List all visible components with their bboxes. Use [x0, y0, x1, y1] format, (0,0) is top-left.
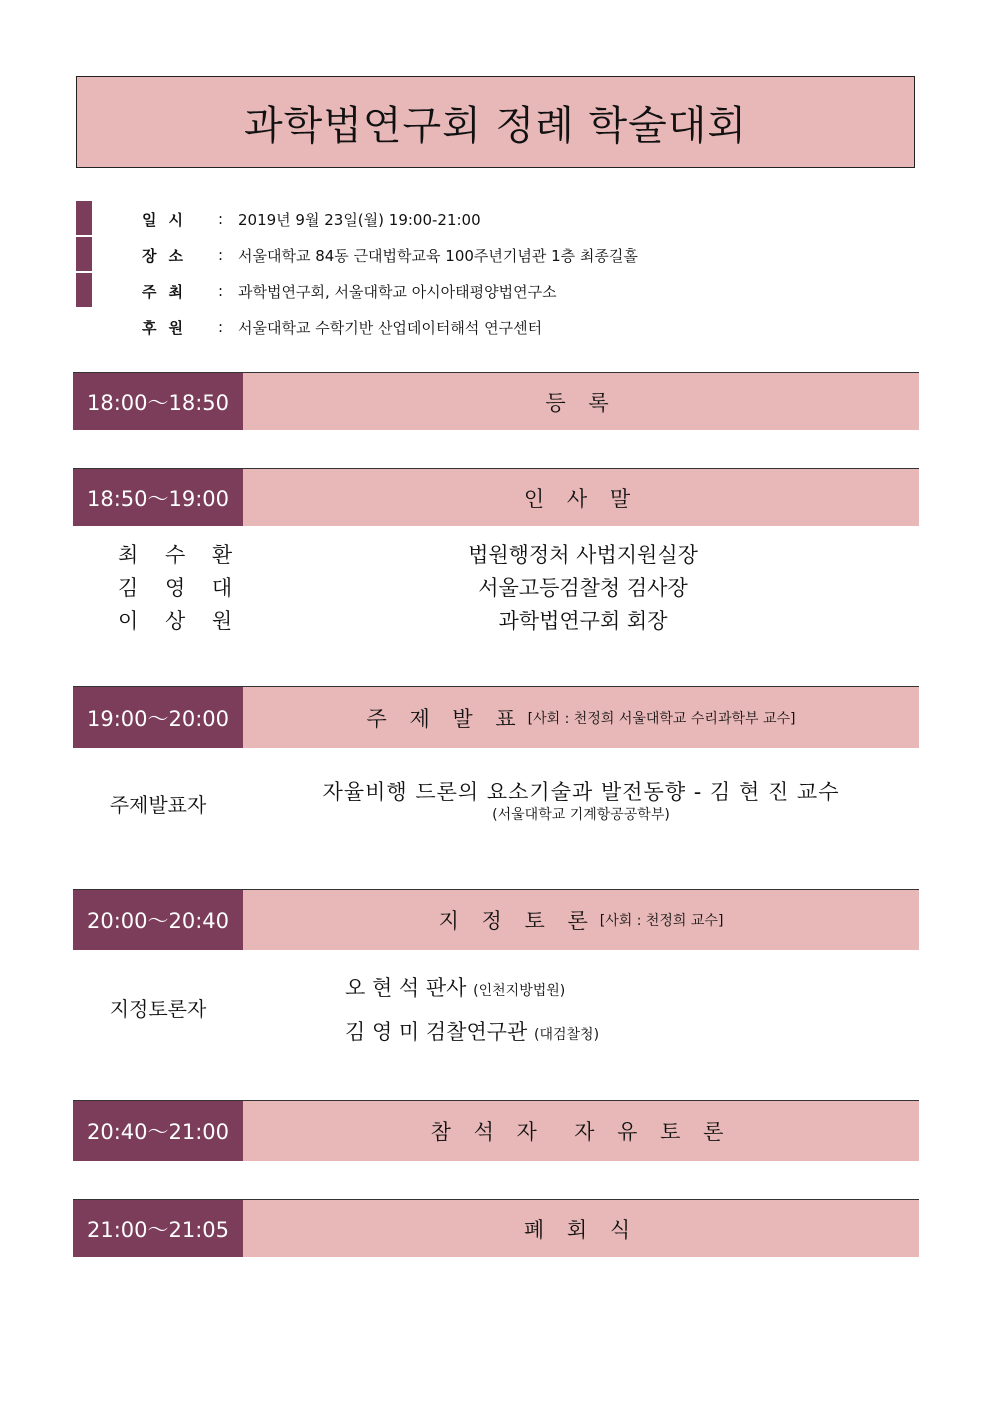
info-marker: [76, 273, 92, 307]
section-title: 폐 회 식: [523, 1217, 639, 1242]
section-title: 지 정 토 론: [438, 909, 596, 933]
section-discussion: [73, 889, 919, 950]
info-value: 2019년 9월 23일(월) 19:00-21:00: [238, 210, 481, 229]
talk-affiliation: (서울대학교 기계항공공학부): [492, 807, 670, 823]
section-greetings: [73, 468, 919, 526]
section-registration: [73, 372, 919, 430]
talk-title: 자율비행 드론의 요소기술과 발전동향 - 김 현 진 교수: [322, 780, 840, 804]
section-title: 참 석 자 자 유 토 론: [430, 1120, 732, 1144]
discussant-name: 김 영 미 검찰연구관: [345, 1020, 528, 1044]
info-value: 서울대학교 84동 근대법학교육 100주년기념관 1층 최종길홀: [238, 246, 638, 265]
info-colon: :: [218, 318, 224, 336]
page-title: 과학법연구회 정례 학술대회: [243, 102, 748, 149]
section-title: 인 사 말: [523, 486, 639, 511]
info-value: 과학법연구회, 서울대학교 아시아태평양법연구소: [238, 282, 557, 301]
info-row-venue: [76, 237, 916, 273]
speaker-name: 최 수 환: [118, 543, 243, 567]
info-label: 후원: [142, 318, 195, 337]
section-open-discussion: [73, 1100, 919, 1161]
info-row-sponsor: [76, 309, 916, 345]
section-time: 18:00～18:50: [73, 373, 243, 430]
discussant-row: [345, 972, 565, 1002]
presenter-label: 주제발표자: [109, 793, 207, 817]
discussant-label: 지정토론자: [109, 997, 207, 1021]
discussant-name: 오 현 석 판사: [345, 976, 467, 1000]
info-colon: :: [218, 246, 224, 264]
section-title-box: [243, 890, 919, 950]
greeting-row: [73, 571, 919, 603]
section-title: 등 록: [545, 390, 617, 415]
section-closing: [73, 1199, 919, 1257]
section-time: 18:50～19:00: [73, 469, 243, 526]
greeting-row: [73, 538, 919, 570]
discussant-org: (대검찰청): [534, 1027, 600, 1043]
speaker-name: 이 상 원: [118, 609, 243, 633]
section-time: 21:00～21:05: [73, 1200, 243, 1257]
title-box: [76, 76, 915, 168]
info-row-date: [76, 201, 916, 237]
section-title-box: [243, 687, 919, 748]
section-title-box: [243, 1101, 919, 1161]
info-colon: :: [218, 210, 224, 228]
greeting-row: [73, 604, 919, 636]
section-moderator: [사회 : 천정희 서울대학교 수리과학부 교수]: [527, 710, 796, 727]
section-time: 19:00～20:00: [73, 687, 243, 748]
section-title: 주 제 발 표: [366, 706, 524, 731]
speaker-name: 김 영 대: [118, 576, 243, 600]
info-label: 장소: [142, 246, 195, 265]
speaker-role: 법원행정처 사법지원실장: [468, 543, 698, 567]
section-presentation: [73, 686, 919, 748]
info-label: 주최: [142, 282, 195, 301]
info-row-host: [76, 273, 916, 309]
speaker-role: 과학법연구회 회장: [498, 609, 668, 633]
info-value: 서울대학교 수학기반 산업데이터해석 연구센터: [238, 318, 543, 337]
speaker-role: 서울고등검찰청 검사장: [478, 576, 688, 600]
section-time: 20:40～21:00: [73, 1101, 243, 1161]
event-info: [76, 201, 916, 345]
info-colon: :: [218, 282, 224, 300]
section-title-box: [243, 1200, 919, 1257]
section-title-box: [243, 469, 919, 526]
section-title-box: [243, 373, 919, 430]
section-time: 20:00～20:40: [73, 890, 243, 950]
info-marker: [76, 201, 92, 235]
info-marker: [76, 237, 92, 271]
info-label: 일시: [142, 210, 195, 229]
section-moderator: [사회 : 천정희 교수]: [599, 913, 724, 929]
discussant-row: [345, 1016, 599, 1046]
discussant-org: (인천지방법원): [473, 983, 566, 999]
